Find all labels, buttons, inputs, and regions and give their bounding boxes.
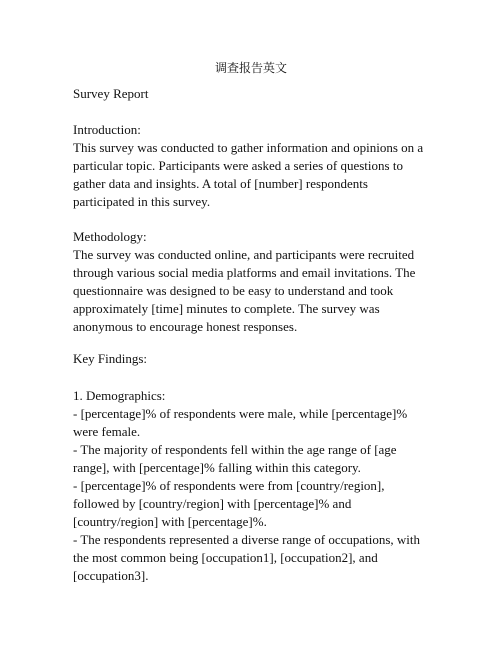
methodology-heading: Methodology: — [73, 229, 147, 244]
demographics-list — [73, 405, 433, 585]
list-item-line: the most common being [occupation1], [occupation2], and — [73, 550, 378, 565]
list-item-line: - [percentage]% of respondents were from [country/region], — [73, 478, 385, 493]
paragraph-line: questionnaire was designed to be easy to understand and took — [73, 283, 394, 298]
introduction-paragraph — [73, 139, 433, 211]
list-item-line: - The respondents represented a diverse range of occupations, with — [73, 532, 421, 547]
list-item-line: [occupation3]. — [73, 568, 149, 583]
paragraph-line: gather data and insights. A total of [number] respondents — [73, 176, 368, 191]
paragraph-line: anonymous to encourage honest responses. — [73, 319, 298, 334]
document-title: 调查报告英文 — [214, 61, 287, 75]
paragraph-line: approximately [time] minutes to complete. The survey was — [73, 301, 380, 316]
list-item-line: - The majority of respondents fell within the age range of [age — [73, 442, 397, 457]
key-findings-heading: Key Findings: — [73, 351, 148, 366]
paragraph-line: The survey was conducted online, and participants were recruited — [73, 247, 415, 262]
introduction-heading: Introduction: — [73, 122, 141, 137]
paragraph-line: This survey was conducted to gather information and opinions on a — [73, 140, 424, 155]
paragraph-line: through various social media platforms and email invitations. The — [73, 265, 416, 280]
list-item-line: followed by [country/region] with [percentage]% and — [73, 496, 352, 511]
report-title: Survey Report — [73, 86, 149, 101]
demographics-heading: 1. Demographics: — [73, 388, 166, 403]
methodology-paragraph — [73, 246, 433, 336]
list-item-line: - [percentage]% of respondents were male, while [percentage]% — [73, 406, 408, 421]
list-item-line: [country/region] with [percentage]%. — [73, 514, 267, 529]
paragraph-line: particular topic. Participants were asked a series of questions to — [73, 158, 403, 173]
paragraph-line: participated in this survey. — [73, 194, 211, 209]
list-item-line: range], with [percentage]% falling within this category. — [73, 460, 361, 475]
list-item-line: were female. — [73, 424, 141, 439]
